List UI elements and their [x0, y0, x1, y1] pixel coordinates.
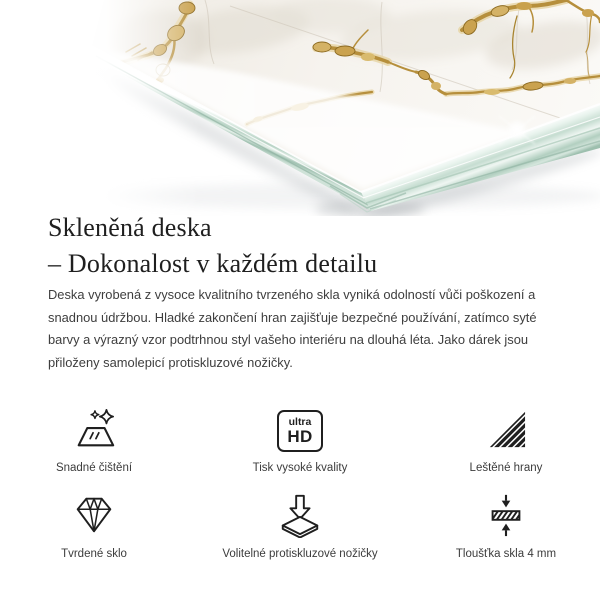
- anti-slip-feet-icon: [277, 488, 323, 538]
- polished-edges-icon: [483, 402, 529, 452]
- title-line-1: Skleněná deska: [48, 213, 212, 242]
- feature-label: Volitelné protiskluzové nožičky: [222, 548, 378, 560]
- feature-polished-edges: [454, 402, 558, 474]
- ultra-hd-icon: [277, 402, 323, 452]
- page-title: [48, 210, 377, 282]
- title-line-2: – Dokonalost v každém detailu: [48, 249, 378, 278]
- feature-label: Leštěné hrany: [469, 462, 543, 474]
- features-grid: [42, 402, 558, 574]
- feature-print-quality: [248, 402, 352, 474]
- feature-tempered-glass: [42, 488, 146, 560]
- feature-glass-thickness: [454, 488, 558, 560]
- uhd-badge-top: ultra: [288, 416, 312, 428]
- glass-thickness-icon: [483, 488, 529, 538]
- feature-easy-cleaning: [42, 402, 146, 474]
- feature-label: Tisk vysoké kvality: [252, 462, 348, 474]
- feature-anti-slip-feet: [222, 488, 377, 560]
- feature-label: Tloušťka skla 4 mm: [455, 548, 557, 560]
- product-description: Deska vyrobená z vysoce kvalitního tvrzeného skla vyniká odolností vůči poškození a snadnou údržbou. Hladké zakončení hran zajišťuje bezpečné používání, zatímco syté barvy a výrazný vzor podtrhnou styl vašeho interiéru na dlouhá léta. Jako dárek jsou přiloženy samolepicí protiskluzové nožičky.: [48, 287, 537, 370]
- sparkle-clean-icon: [71, 402, 117, 452]
- features-row-2: [42, 488, 558, 560]
- feature-label: Tvrdené sklo: [61, 548, 127, 560]
- hero-glass-panel-image: [0, 0, 600, 216]
- features-row-1: [42, 402, 558, 474]
- uhd-badge-bottom: HD: [287, 427, 313, 446]
- feature-label: Snadné čištění: [55, 462, 133, 474]
- diamond-icon: [71, 488, 117, 538]
